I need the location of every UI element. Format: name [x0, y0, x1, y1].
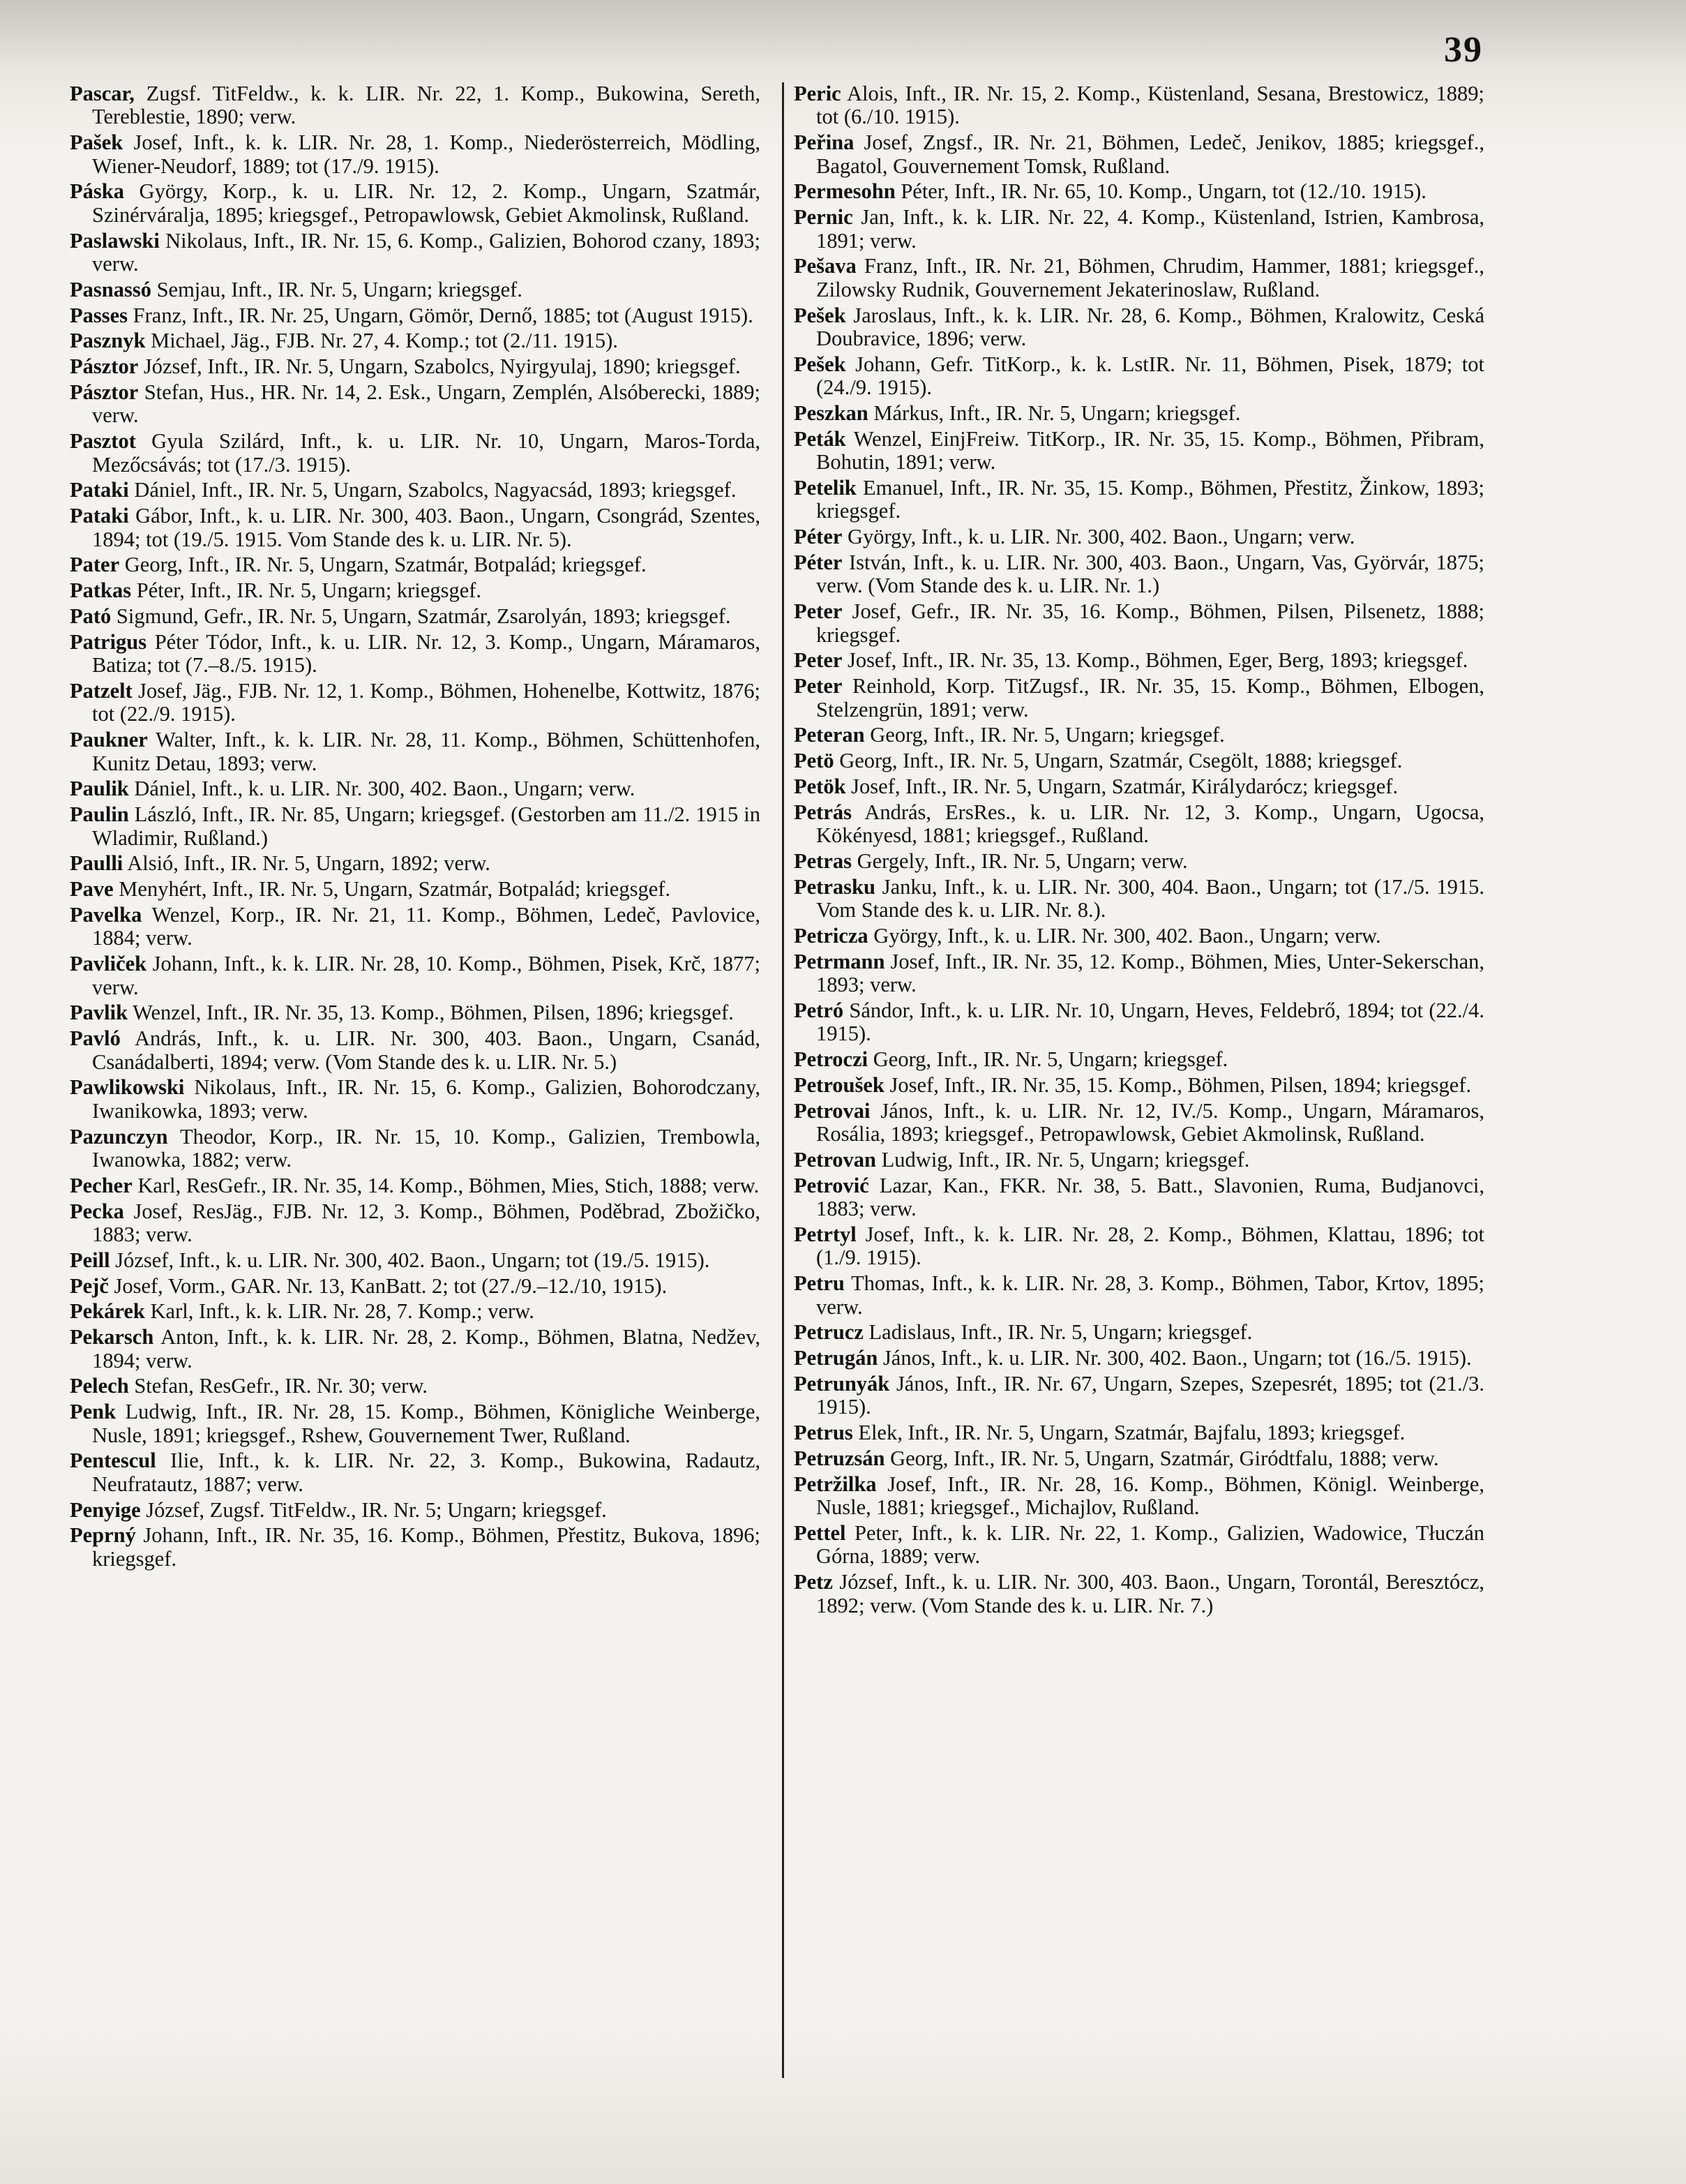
entry-details: Elek, Inft., IR. Nr. 5, Ungarn, Szatmár, Bajfalu, 1893; kriegsgef.: [858, 1421, 1406, 1445]
entry-surname: Pataki: [70, 478, 129, 502]
entry-surname: Peszkan: [794, 401, 868, 426]
entry-surname: Pentescul: [70, 1449, 156, 1473]
entry-details: Georg, Inft., IR. Nr. 5, Ungarn, Szatmár, Csegölt, 1888; kriegsgef.: [839, 749, 1403, 773]
entry-surname: Pater: [70, 553, 120, 577]
register-entry: [70, 230, 760, 276]
entry-surname: Pawlikowski: [70, 1075, 185, 1100]
entry-surname: Petrus: [794, 1421, 853, 1445]
entry-details: Josef, Inft., IR. Nr. 5, Ungarn, Szatmár, Királydarócz; kriegsgef.: [851, 775, 1399, 799]
register-entry: [70, 1200, 760, 1247]
entry-details: Walter, Inft., k. k. LIR. Nr. 28, 11. Komp., Böhmen, Schüttenhofen, Kunitz Detau, 1893; verw.: [92, 728, 760, 775]
entry-details: Josef, Inft., k. k. LIR. Nr. 28, 1. Komp., Niederösterreich, Mödling, Wiener-Neudorf, 1889; tot (17./9. 1915).: [92, 130, 760, 178]
register-entry: [70, 278, 760, 301]
entry-details: András, ErsRes., k. u. LIR. Nr. 12, 3. Komp., Ungarn, Ugocsa, Kökényesd, 1881; kriegsgef., Rußland.: [816, 800, 1484, 848]
register-entry: [794, 950, 1484, 997]
entry-surname: Petricza: [794, 924, 868, 948]
entry-details: József, Inft., k. u. LIR. Nr. 300, 403. Baon., Ungarn, Torontál, Beresztócz, 1892; verw. (Vom Stande des k. u. LIR. Nr. 7.): [816, 1570, 1484, 1617]
entry-details: Johann, Gefr. TitKorp., k. k. LstIR. Nr. 11, Böhmen, Pisek, 1879; tot (24./9. 1915).: [816, 352, 1485, 400]
register-entry: [70, 631, 760, 678]
register-entry: [794, 999, 1484, 1046]
entry-details: István, Inft., k. u. LIR. Nr. 300, 403. Baon., Ungarn, Vas, Györvár, 1875; verw. (Vom Stande des k. u. LIR. Nr. 1.): [816, 551, 1485, 598]
register-entry: [794, 925, 1484, 948]
register-entry: [794, 402, 1484, 425]
entry-details: Franz, Inft., IR. Nr. 21, Böhmen, Chrudim, Hammer, 1881; kriegsgef., Zilowsky Rudnik, Gouvernement Jekaterinoslaw, Rußland.: [816, 254, 1484, 301]
register-entry: [794, 180, 1484, 203]
register-entry: [794, 1048, 1484, 1071]
entry-surname: Pejč: [70, 1273, 109, 1298]
entry-details: Emanuel, Inft., IR. Nr. 35, 15. Komp., Böhmen, Přestitz, Žinkow, 1893; kriegsgef.: [816, 476, 1485, 523]
register-entry: [70, 803, 760, 850]
entry-details: Josef, Gefr., IR. Nr. 35, 16. Komp., Böhmen, Pilsen, Pilsenetz, 1888; kriegsgef.: [816, 599, 1485, 647]
register-entry: [794, 1272, 1484, 1319]
entry-surname: Petök: [794, 775, 846, 799]
entry-details: Ilie, Inft., k. k. LIR. Nr. 22, 3. Komp., Bukowina, Radautz, Neufratautz, 1887; verw.: [92, 1449, 761, 1496]
entry-details: Gyula Szilárd, Inft., k. u. LIR. Nr. 10, Ungarn, Maros-Torda, Mezőcsávás; tot (17./3. 1915).: [92, 429, 761, 477]
register-entry: [794, 428, 1484, 474]
register-entry: [70, 1499, 760, 1522]
entry-surname: Pešek: [794, 352, 846, 376]
entry-details: Nikolaus, Inft., IR. Nr. 15, 6. Komp., Galizien, Bohorodczany, Iwanikowka, 1893; verw.: [92, 1075, 761, 1123]
register-entry: [794, 551, 1484, 598]
column-divider: [782, 82, 784, 2078]
entry-details: Georg, Inft., IR. Nr. 5, Ungarn; kriegsgef.: [873, 1047, 1228, 1072]
entry-surname: Petrovai: [794, 1098, 871, 1123]
entry-surname: Pecher: [70, 1173, 133, 1197]
entry-details: Josef, Jäg., FJB. Nr. 12, 1. Komp., Böhmen, Hohenelbe, Kottwitz, 1876; tot (22./9. 1915).: [92, 679, 760, 726]
register-entry: [70, 381, 760, 428]
entry-details: András, Inft., k. u. LIR. Nr. 300, 403. Baon., Ungarn, Csanád, Csanádalberti, 1894; verw. (Vom Stande des k. u. LIR. Nr. 5.): [92, 1026, 760, 1074]
entry-details: Josef, Inft., IR. Nr. 28, 16. Komp., Böhmen, Königl. Weinberge, Nusle, 1881; kriegsgef., Michajlov, Rußland.: [816, 1472, 1484, 1520]
entry-details: Karl, Inft., k. k. LIR. Nr. 28, 7. Komp.; verw.: [150, 1299, 534, 1324]
entry-details: Márkus, Inft., IR. Nr. 5, Ungarn; kriegsgef.: [873, 401, 1241, 426]
register-entry: [794, 1473, 1484, 1520]
entry-details: Josef, Zngsf., IR. Nr. 21, Böhmen, Ledeč, Jenikov, 1885; kriegsgef., Bagatol, Gouvernement Tomsk, Rußland.: [816, 130, 1485, 178]
register-entry: [794, 131, 1484, 178]
register-entry: [794, 1074, 1484, 1097]
entry-details: Theodor, Korp., IR. Nr. 15, 10. Komp., Galizien, Trembowla, Iwanowka, 1882; verw.: [92, 1124, 760, 1172]
entry-details: Stefan, Hus., HR. Nr. 14, 2. Esk., Ungarn, Zemplén, Alsóberecki, 1889; verw.: [92, 380, 760, 428]
entry-surname: Permesohn: [794, 179, 896, 204]
entry-details: János, Inft., k. u. LIR. Nr. 12, IV./5. Komp., Ungarn, Máramaros, Rosália, 1893; kriegsgef., Petropawlowsk, Gebiet Akmolinsk, Rußland.: [816, 1098, 1485, 1146]
entry-details: Péter, Inft., IR. Nr. 5, Ungarn; kriegsgef.: [136, 578, 482, 603]
register-entry: [794, 801, 1484, 848]
register-entry: [794, 82, 1484, 129]
entry-surname: Pasztot: [70, 429, 136, 454]
register-entry: [794, 724, 1484, 747]
entry-surname: Peric: [794, 82, 841, 105]
entry-details: Ludwig, Inft., IR. Nr. 28, 15. Komp., Böhmen, Königliche Weinberge, Nusle, 1891; kriegsgef., Rshew, Gouvernement Twer, Rußland.: [92, 1400, 760, 1447]
entry-surname: Pató: [70, 604, 112, 628]
entry-details: József, Inft., k. u. LIR. Nr. 300, 402. Baon., Ungarn; tot (19./5. 1915).: [115, 1248, 710, 1272]
register-entry: [794, 649, 1484, 672]
register-entry: [794, 255, 1484, 301]
register-entry: [794, 850, 1484, 873]
entry-surname: Peill: [70, 1248, 110, 1272]
entry-surname: Peprný: [70, 1523, 136, 1548]
entry-details: György, Inft., k. u. LIR. Nr. 300, 402. Baon., Ungarn; verw.: [848, 525, 1355, 549]
register-entry: [70, 553, 760, 576]
register-entry: [70, 952, 760, 999]
entry-surname: Pekarsch: [70, 1325, 154, 1349]
entry-surname: Patrigus: [70, 629, 147, 654]
entry-details: Georg, Inft., IR. Nr. 5, Ungarn, Szatmár, Botpalád; kriegsgef.: [124, 553, 647, 577]
right-column: [794, 82, 1484, 1620]
entry-surname: Pelech: [70, 1374, 129, 1398]
entry-surname: Pavló: [70, 1026, 121, 1051]
entry-details: Franz, Inft., IR. Nr. 25, Ungarn, Gömör, Dernő, 1885; tot (August 1915).: [133, 303, 753, 327]
entry-details: Dániel, Inft., IR. Nr. 5, Ungarn, Szabolcs, Nagyacsád, 1893; kriegsgef.: [134, 478, 737, 502]
entry-details: Jaroslaus, Inft., k. k. LIR. Nr. 28, 6. Komp., Böhmen, Kralowitz, Ceská Doubravice, 1896; verw.: [816, 303, 1484, 351]
register-entry: [794, 477, 1484, 523]
register-entry: [794, 675, 1484, 721]
entry-surname: Petö: [794, 749, 834, 773]
entry-surname: Penyige: [70, 1497, 141, 1522]
entry-surname: Pazunczyn: [70, 1124, 168, 1149]
entry-surname: Pascar,: [70, 82, 135, 105]
register-entry: [70, 605, 760, 628]
entry-details: Péter, Inft., IR. Nr. 65, 10. Komp., Ungarn, tot (12./10. 1915).: [901, 179, 1427, 204]
register-entry: [70, 1326, 760, 1373]
entry-details: Thomas, Inft., k. k. LIR. Nr. 28, 3. Komp., Böhmen, Tabor, Krtov, 1895; verw.: [816, 1271, 1485, 1319]
entry-details: Sándor, Inft., k. u. LIR. Nr. 10, Ungarn, Heves, Feldebrő, 1894; tot (22./4. 1915).: [816, 998, 1485, 1046]
entry-details: Wenzel, Inft., IR. Nr. 35, 13. Komp., Böhmen, Pilsen, 1896; kriegsgef.: [133, 1001, 734, 1025]
entry-details: Josef, Inft., IR. Nr. 35, 13. Komp., Böhmen, Eger, Berg, 1893; kriegsgef.: [848, 648, 1468, 673]
entry-details: Ladislaus, Inft., IR. Nr. 5, Ungarn; kriegsgef.: [868, 1320, 1253, 1345]
register-entry: [70, 1001, 760, 1024]
entry-surname: Petrucz: [794, 1320, 864, 1345]
entry-surname: Paslawski: [70, 228, 160, 253]
entry-surname: Pavlik: [70, 1001, 128, 1025]
register-entry: [70, 1076, 760, 1123]
entry-surname: Peták: [794, 426, 846, 451]
entry-details: György, Korp., k. u. LIR. Nr. 12, 2. Komp., Ungarn, Szatmár, Szinérváralja, 1895; kriegsgef., Petropawlowsk, Gebiet Akmolinsk, Rußland.: [92, 179, 760, 227]
entry-details: Alois, Inft., IR. Nr. 15, 2. Komp., Küstenland, Sesana, Brestowicz, 1889; tot (6./10. 1915).: [816, 82, 1484, 129]
register-entry: [794, 1347, 1484, 1370]
entry-details: Jan, Inft., k. k. LIR. Nr. 22, 4. Komp., Küstenland, Istrien, Kambrosa, 1891; verw.: [816, 205, 1485, 253]
register-entry: [794, 1174, 1484, 1221]
entry-surname: Petrovan: [794, 1148, 877, 1172]
entry-surname: Pecka: [70, 1199, 124, 1223]
register-entry: [70, 304, 760, 327]
entry-details: Josef, ResJäg., FJB. Nr. 12, 3. Komp., Böhmen, Poděbrad, Zbožičko, 1883; verw.: [92, 1199, 760, 1247]
register-entry: [70, 852, 760, 875]
entry-details: Menyhért, Inft., IR. Nr. 5, Ungarn, Szatmár, Botpalád; kriegsgef.: [119, 877, 671, 902]
register-entry: [70, 479, 760, 502]
entry-surname: Passes: [70, 303, 128, 327]
entry-surname: Péter: [794, 551, 843, 575]
register-entry: [794, 1373, 1484, 1419]
entry-surname: Petroczi: [794, 1047, 868, 1072]
entry-details: Josef, Inft., IR. Nr. 35, 15. Komp., Böhmen, Pilsen, 1894; kriegsgef.: [889, 1073, 1472, 1098]
entry-details: Wenzel, EinjFreiw. TitKorp., IR. Nr. 35, 15. Komp., Böhmen, Přibram, Bohutin, 1891; verw.: [816, 426, 1484, 474]
register-entry: [70, 579, 760, 602]
entry-surname: Pešava: [794, 254, 857, 278]
entry-surname: Patzelt: [70, 679, 133, 703]
entry-details: Georg, Inft., IR. Nr. 5, Ungarn, Szatmár, Giródtfalu, 1888; verw.: [890, 1446, 1439, 1471]
entry-surname: Petruzsán: [794, 1446, 885, 1471]
left-column: [70, 82, 760, 1573]
entry-details: Josef, Inft., IR. Nr. 35, 12. Komp., Böhmen, Mies, Unter-Sekerschan, 1893; verw.: [816, 949, 1485, 997]
entry-surname: Paukner: [70, 728, 148, 752]
entry-surname: Pásztor: [70, 354, 139, 379]
register-entry: [70, 355, 760, 378]
register-entry: [70, 82, 760, 129]
entry-details: Johann, Inft., IR. Nr. 35, 16. Komp., Böhmen, Přestitz, Bukova, 1896; kriegsgef.: [92, 1523, 761, 1571]
entry-surname: Patkas: [70, 578, 132, 603]
entry-details: Karl, ResGefr., IR. Nr. 35, 14. Komp., Böhmen, Mies, Stich, 1888; verw.: [137, 1173, 760, 1197]
entry-surname: Penk: [70, 1400, 116, 1424]
entry-surname: Peter: [794, 599, 843, 624]
register-entry: [794, 1321, 1484, 1344]
entry-details: László, Inft., IR. Nr. 85, Ungarn; kriegsgef. (Gestorben am 11./2. 1915 in Wladimir, Rußland.): [92, 802, 760, 850]
entry-surname: Pásztor: [70, 380, 139, 404]
register-entry: [794, 1100, 1484, 1146]
register-entry: [70, 430, 760, 477]
entry-surname: Petru: [794, 1271, 845, 1296]
entry-details: Josef, Vorm., GAR. Nr. 13, KanBatt. 2; tot (27./9.–12./10, 1915).: [114, 1273, 668, 1298]
entry-surname: Petras: [794, 849, 852, 874]
entry-details: Alsió, Inft., IR. Nr. 5, Ungarn, 1892; verw.: [127, 851, 490, 876]
entry-details: János, Inft., IR. Nr. 67, Ungarn, Szepes, Szepesrét, 1895; tot (21./3. 1915).: [816, 1372, 1484, 1419]
entry-details: Peter, Inft., k. k. LIR. Nr. 22, 1. Komp., Galizien, Wadowice, Tłuczán Górna, 1889; verw.: [816, 1521, 1484, 1569]
entry-details: Michael, Jäg., FJB. Nr. 27, 4. Komp.; tot (2./11. 1915).: [151, 329, 618, 353]
entry-surname: Peter: [794, 648, 843, 673]
entry-surname: Pašek: [70, 130, 123, 155]
entry-surname: Petró: [794, 998, 844, 1023]
register-entry: [794, 206, 1484, 253]
register-entry: [70, 131, 760, 178]
entry-surname: Petroušek: [794, 1073, 885, 1098]
entry-details: József, Inft., IR. Nr. 5, Ungarn, Szabolcs, Nyirgyulaj, 1890; kriegsgef.: [143, 354, 741, 379]
register-entry: [70, 180, 760, 227]
register-entry: [70, 1249, 760, 1272]
entry-surname: Pavliček: [70, 952, 147, 976]
entry-details: Gergely, Inft., IR. Nr. 5, Ungarn; verw.: [857, 849, 1188, 874]
register-entry: [70, 878, 760, 901]
entry-surname: Peřina: [794, 130, 855, 155]
entry-surname: Pasnassó: [70, 277, 151, 301]
register-entry: [70, 1027, 760, 1074]
entry-details: Lazar, Kan., FKR. Nr. 38, 5. Batt., Slavonien, Ruma, Budjanovci, 1883; verw.: [816, 1173, 1485, 1221]
entry-surname: Pave: [70, 877, 114, 902]
entry-surname: Petelik: [794, 476, 857, 500]
register-entry: [794, 1571, 1484, 1617]
entry-surname: Peter: [794, 674, 843, 698]
entry-surname: Pavelka: [70, 903, 142, 927]
entry-details: Johann, Inft., k. k. LIR. Nr. 28, 10. Komp., Böhmen, Pisek, Krč, 1877; verw.: [92, 952, 761, 999]
register-entry: [794, 876, 1484, 922]
entry-surname: Peteran: [794, 723, 865, 747]
register-entry: [70, 1174, 760, 1197]
entry-surname: Pekárek: [70, 1299, 145, 1324]
entry-details: Anton, Inft., k. k. LIR. Nr. 28, 2. Komp., Böhmen, Blatna, Nedžev, 1894; verw.: [92, 1325, 760, 1373]
entry-surname: Páska: [70, 179, 124, 204]
register-entry: [70, 1125, 760, 1172]
entry-details: Wenzel, Korp., IR. Nr. 21, 11. Komp., Böhmen, Ledeč, Pavlovice, 1884; verw.: [92, 903, 761, 950]
entry-details: Nikolaus, Inft., IR. Nr. 15, 6. Komp., Galizien, Bohorod czany, 1893; verw.: [92, 228, 761, 276]
register-entry: [70, 728, 760, 775]
entry-details: Zugsf. TitFeldw., k. k. LIR. Nr. 22, 1. Komp., Bukowina, Sereth, Tereblestie, 1890; verw.: [92, 82, 761, 129]
entry-surname: Petrás: [794, 800, 852, 824]
entry-details: Josef, Inft., k. k. LIR. Nr. 28, 2. Komp., Böhmen, Klattau, 1896; tot (1./9. 1915).: [816, 1222, 1485, 1270]
register-entry: [70, 777, 760, 800]
entry-surname: Pernic: [794, 205, 853, 230]
register-entry: [70, 1375, 760, 1398]
register-entry: [70, 329, 760, 352]
page-number: 39: [1444, 30, 1483, 70]
entry-details: Dániel, Inft., k. u. LIR. Nr. 300, 402. Baon., Ungarn; verw.: [134, 777, 635, 801]
register-entry: [794, 1223, 1484, 1270]
register-entry: [70, 1524, 760, 1571]
entry-details: Ludwig, Inft., IR. Nr. 5, Ungarn; kriegsgef.: [881, 1148, 1250, 1172]
entry-surname: Péter: [794, 525, 843, 549]
entry-details: Semjau, Inft., IR. Nr. 5, Ungarn; kriegsgef.: [156, 277, 522, 301]
register-entry: [794, 1522, 1484, 1569]
entry-details: Gábor, Inft., k. u. LIR. Nr. 300, 403. Baon., Ungarn, Csongrád, Szentes, 1894; tot (19./5. 1915. Vom Stande des k. u. LIR. Nr. 5).: [92, 504, 761, 551]
register-entry: [794, 525, 1484, 548]
register-entry: [70, 904, 760, 950]
entry-details: Stefan, ResGefr., IR. Nr. 30; verw.: [134, 1374, 428, 1398]
entry-details: János, Inft., k. u. LIR. Nr. 300, 402. Baon., Ungarn; tot (16./5. 1915).: [882, 1346, 1472, 1370]
entry-surname: Petržilka: [794, 1472, 877, 1496]
entry-surname: Petrunyák: [794, 1372, 890, 1396]
entry-details: Georg, Inft., IR. Nr. 5, Ungarn; kriegsgef.: [870, 723, 1225, 747]
entry-details: József, Zugsf. TitFeldw., IR. Nr. 5; Ungarn; kriegsgef.: [146, 1497, 607, 1522]
entry-surname: Pettel: [794, 1521, 846, 1546]
entry-surname: Petrmann: [794, 949, 885, 973]
entry-surname: Petrović: [794, 1173, 869, 1197]
entry-surname: Paulik: [70, 777, 129, 801]
entry-surname: Petrugán: [794, 1346, 878, 1370]
entry-details: Péter Tódor, Inft., k. u. LIR. Nr. 12, 3. Komp., Ungarn, Máramaros, Batiza; tot (7.–8./5. 1915).: [92, 629, 761, 678]
register-entry: [70, 1449, 760, 1496]
entry-surname: Pataki: [70, 504, 129, 528]
register-entry: [794, 775, 1484, 798]
register-entry: [70, 504, 760, 551]
entry-details: György, Inft., k. u. LIR. Nr. 300, 402. Baon., Ungarn; verw.: [873, 924, 1381, 948]
entry-details: Janku, Inft., k. u. LIR. Nr. 300, 404. Baon., Ungarn; tot (17./5. 1915. Vom Stande des k. u. LIR. Nr. 8.).: [816, 874, 1485, 922]
entry-surname: Paulli: [70, 851, 123, 876]
register-entry: [70, 680, 760, 726]
register-entry: [70, 1275, 760, 1298]
register-entry: [794, 1421, 1484, 1444]
register-entry: [70, 1300, 760, 1323]
entry-details: Sigmund, Gefr., IR. Nr. 5, Ungarn, Szatmár, Zsarolyán, 1893; kriegsgef.: [116, 604, 731, 628]
entry-surname: Pasznyk: [70, 329, 146, 353]
register-entry: [794, 1447, 1484, 1470]
entry-surname: Petrasku: [794, 874, 875, 899]
register-entry: [794, 749, 1484, 772]
entry-details: Reinhold, Korp. TitZugsf., IR. Nr. 35, 15. Komp., Böhmen, Elbogen, Stelzengrün, 1891; verw.: [816, 674, 1484, 721]
entry-surname: Petrtyl: [794, 1222, 857, 1247]
entry-surname: Paulin: [70, 802, 129, 827]
register-entry: [794, 1149, 1484, 1172]
entry-surname: Petz: [794, 1570, 833, 1594]
register-entry: [794, 600, 1484, 647]
register-entry: [794, 304, 1484, 351]
register-entry: [70, 1400, 760, 1447]
entry-surname: Pešek: [794, 303, 846, 327]
register-entry: [794, 353, 1484, 400]
